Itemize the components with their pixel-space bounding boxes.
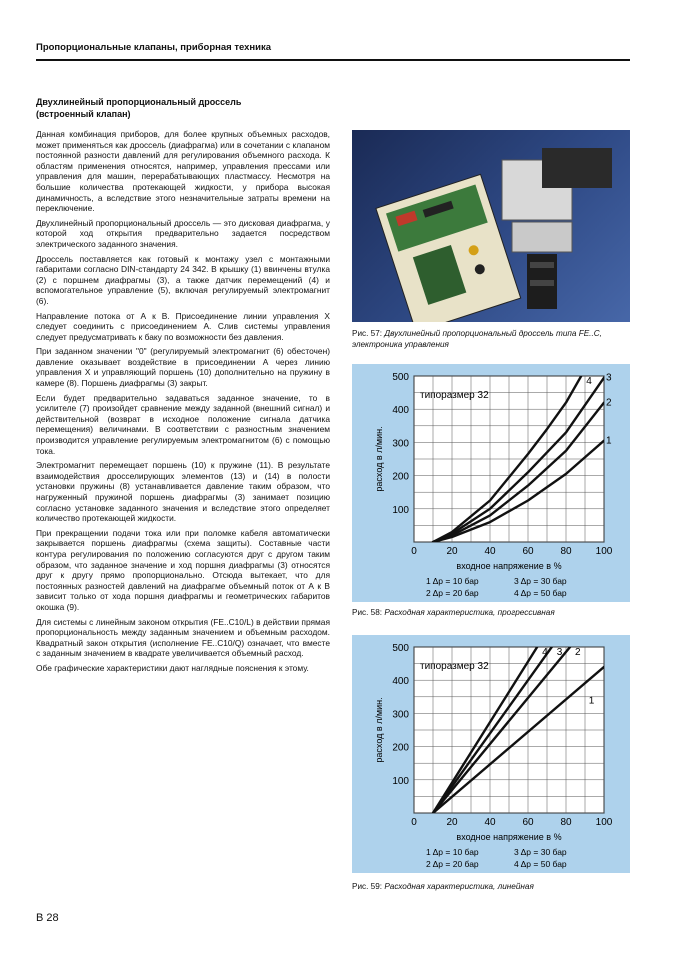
legend-entry: 1 Δp = 10 бар [426,576,479,586]
y-tick-label: 400 [392,405,409,417]
section-title-line2: (встроенный клапан) [36,109,131,119]
section-title [36,96,336,120]
figure58-caption [352,607,632,618]
paragraph: Электромагнит перемещает поршень (10) к пружине (11). В результате взаимодействия дросселирующих элементов (13) и (14) в полости установки пружины (8) устанавливается давление таким образом, что нагруженный пружиной поршень диафрагмы (3) занимает позицию согласно установке заданного значения и вследствие этого определяет количество протекающей жидкости. [36,460,330,524]
chart-progressive-svg [352,364,630,602]
series-label-4: 4 [542,647,548,658]
figure59-caption-text: Расходная характеристика, линейная [384,882,534,891]
body-text [36,129,330,678]
figure59-caption [352,881,632,892]
x-tick-label: 60 [522,817,534,828]
legend-entry: 2 Δp = 20 бар [426,859,479,869]
legend-entry: 4 Δp = 50 бар [514,588,567,598]
product-photo-illustration [352,130,630,322]
y-tick-label: 100 [392,775,409,787]
y-tick-label: 300 [392,709,409,721]
y-tick-label: 400 [392,676,409,688]
x-axis-label: входное напряжение в % [456,832,562,842]
paragraph: При прекращении подачи тока или при поломке кабеля автоматически закрывается поршень диафрагмы (схема защиты). Составные части контура регулирования по положению согласуются друг с другом таким образом, что заданное значение и ход поршня диафрагмы (3) относятся друг к другу прямо пропорционально. Отсюда вытекает, что для постоянных разностей давлений на диафрагме объемный поток от А к В зависит только от хода поршня диафрагмы и геометрических габаритов окошка (9). [36,527,330,612]
figure57-caption-text: Двухлинейный пропорциональный дроссель типа FE..C, электроника управления [352,329,602,349]
y-tick-label: 500 [392,372,409,383]
page-number: B 28 [36,912,59,924]
paragraph: Двухлинейный пропорциональный дроссель — это дисковая диафрагма, у которой ход открытия предварительно задается посредством электрического заданного значения. [36,217,330,249]
chart-linear-svg [352,635,630,873]
x-tick-label: 0 [411,546,417,557]
x-tick-label: 0 [411,817,417,828]
x-tick-label: 80 [560,817,572,828]
chart-progressive [352,364,630,602]
series-label-1: 1 [588,695,595,707]
figure59-label: Рис. 59: [352,882,383,891]
product-photo [352,130,630,322]
x-tick-label: 20 [446,546,458,557]
legend-entry: 1 Δp = 10 бар [426,847,479,857]
series-label-4: 4 [586,376,592,387]
x-tick-label: 40 [484,817,496,828]
y-axis-label: расход в л/мин. [374,697,384,763]
size-annotation: типоразмер 32 [420,661,489,672]
y-tick-label: 200 [392,742,409,754]
x-tick-label: 20 [446,817,458,828]
paragraph: Данная комбинация приборов, для более крупных объемных расходов, может применяться как дроссель (диафрагма) или в сочетании с клапаном постоянной разности давлений для регулирования объемного расхода. К областям применения относятся, например, управления прессами или управления для машин, перерабатывающих пластмассу. Несмотря на большие количества протекающей жидкости, у прибора высокая динамичность, а вследствие этого незначительные затраты времени на переключение. [36,129,330,214]
series-label-2: 2 [575,647,581,658]
x-tick-label: 100 [595,817,613,828]
x-axis-label: входное напряжение в % [456,561,562,571]
series-label-3: 3 [606,372,612,384]
section-title-line1: Двухлинейный пропорциональный дроссель [36,97,242,107]
series-label-2: 2 [606,397,612,409]
figure57-label: Рис. 57: [352,329,383,338]
y-tick-label: 300 [392,438,409,450]
x-tick-label: 40 [484,546,496,557]
paragraph: Направление потока от А к В. Присоединение линии управления Х следует соединить с присоединением А. Слив системы управления следует предусматривать к баку по возможности без давления. [36,310,330,342]
paragraph: Дроссель поставляется как готовый к монтажу узел с монтажными габаритами согласно DIN-стандарту 24 342. В крышку (1) ввинчены втулка (2) с поршнем диафрагмы (3), а также датчик перемещений (4) и вспомогательное управление (5), включая регулируемый электромагнит (6). [36,253,330,306]
figure58-caption-text: Расходная характеристика, прогрессивная [384,608,555,617]
paragraph: Для системы с линейным законом открытия (FE..C10/L) в действии прямая пропорциональность между заданным значением и объемным расходом. Квадратный закон открытия (исполнение FE..C10/Q) означает, что вместе с заданным значением в квадрате увеличивается объемный расход. [36,616,330,659]
y-tick-label: 100 [392,504,409,516]
y-axis-label: расход в л/мин. [374,426,384,492]
y-tick-label: 200 [392,471,409,483]
legend-entry: 4 Δp = 50 бар [514,859,567,869]
x-tick-label: 60 [522,546,534,557]
paragraph: При заданном значении "0" (регулируемый электромагнит (6) обесточен) давление оказывает воздействие в присоединении А через линию управления Х и управляющий поршень (10) дополнительно на пружину в камере (8). Поршень диафрагмы (3) закрыт. [36,346,330,389]
page-header: Пропорциональные клапаны, приборная техника [36,42,272,53]
x-tick-label: 80 [560,546,572,557]
y-tick-label: 500 [392,643,409,654]
figure58-label: Рис. 58: [352,608,383,617]
x-tick-label: 100 [595,546,613,557]
legend-entry: 3 Δp = 30 бар [514,847,567,857]
size-annotation: типоразмер 32 [420,390,489,401]
chart-linear [352,635,630,873]
paragraph: Если будет предварительно задаваться заданное значение, то в усилителе (7) произойдет сравнение между заданной (внешний сигнал) и действительной (возврат в исходное положение сигнала датчика перемещения) величинами. В соответствии с разностным значением производится управление регулируемым электромагнитом (6) с помощью тока. [36,392,330,456]
series-label-3: 3 [556,647,563,658]
legend-entry: 2 Δp = 20 бар [426,588,479,598]
legend-entry: 3 Δp = 30 бар [514,576,567,586]
series-label-1: 1 [606,435,612,447]
header-rule [36,59,630,61]
figure57-caption [352,328,632,350]
paragraph: Обе графические характеристики дают наглядные пояснения к этому. [36,662,309,673]
